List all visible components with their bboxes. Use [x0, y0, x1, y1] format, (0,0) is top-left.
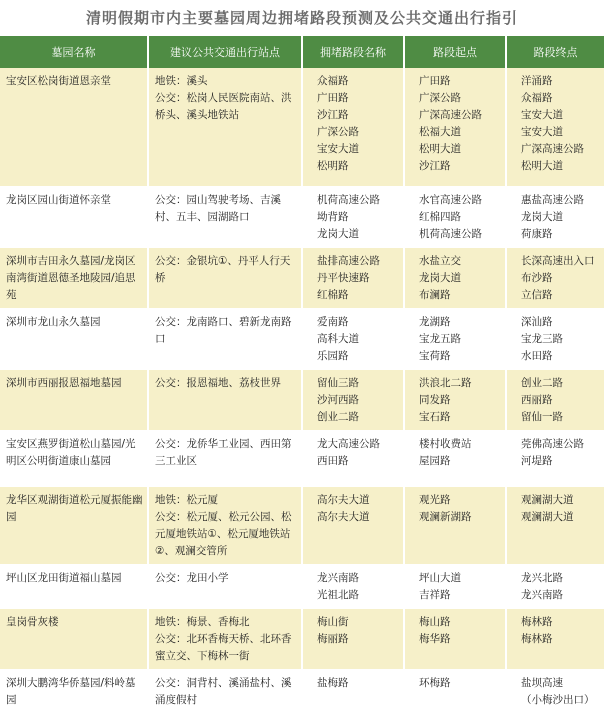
- road-start-cell: [404, 430, 506, 486]
- road-end: 盐坝高速: [521, 676, 563, 689]
- road-start: 梅华路: [419, 632, 451, 645]
- congested-road: 创业二路: [317, 410, 359, 423]
- road-end: 龙兴南路: [521, 588, 563, 601]
- congested-road: 广深公路: [317, 126, 359, 138]
- congested-road: 红棉路: [317, 288, 349, 301]
- road-start: 环梅路: [419, 676, 451, 689]
- cemetery-name-text: 龙华区观湖街道松元厦振能幽园: [6, 493, 143, 523]
- road-start: 楼村收费站: [419, 437, 472, 450]
- table-row: [0, 486, 604, 564]
- road-start-cell: [404, 669, 506, 721]
- road-start: 广深公路: [419, 92, 461, 104]
- cemetery-name: [0, 430, 148, 486]
- road-end: 观澜湖大道: [521, 493, 574, 506]
- congested-road: 留仙三路: [317, 376, 359, 389]
- road-end: 惠盐高速公路: [521, 193, 584, 206]
- congested-road: 坳背路: [317, 210, 349, 223]
- header-road-start: 路段起点: [404, 36, 506, 68]
- road-start: 机荷高速公路: [419, 227, 482, 240]
- transit-stops: [148, 308, 302, 369]
- road-start: 宝龙五路: [419, 332, 461, 345]
- congested-road: 沙河西路: [317, 393, 359, 406]
- cemetery-name-text: 龙岗区园山街道怀亲堂: [6, 193, 111, 206]
- congested-road: 松明路: [317, 160, 349, 172]
- congested-road-cell: [302, 669, 404, 721]
- table-row: [0, 186, 604, 247]
- congested-road: 龙岗大道: [317, 227, 359, 240]
- cemetery-name: [0, 68, 148, 186]
- road-end: 龙兴北路: [521, 571, 563, 584]
- road-start-cell: [404, 564, 506, 608]
- transit-stops: [148, 486, 302, 564]
- road-end: 西丽路: [521, 393, 553, 406]
- congested-road: 爱南路: [317, 315, 349, 328]
- congested-road: 广田路: [317, 92, 349, 104]
- road-start: 宝荷路: [419, 349, 451, 362]
- transit-stop-text: 公交：园山驾驶考场、吉溪村、五丰、园湖路口: [155, 193, 281, 223]
- cemetery-name-text: 宝安区松岗街道恩亲堂: [6, 75, 111, 87]
- road-start: 梅山路: [419, 615, 451, 628]
- transit-stop-text: 公交：龙田小学: [155, 571, 229, 584]
- road-start: 布澜路: [419, 288, 451, 301]
- road-end: 松明大道: [521, 160, 563, 172]
- road-end-cell: [506, 308, 604, 369]
- road-end-cell: [506, 564, 604, 608]
- road-end-cell: [506, 247, 604, 308]
- road-start-cell: [404, 68, 506, 186]
- transit-stop-text: 地铁：梅景、香梅北: [155, 615, 250, 628]
- road-end: 梅林路: [521, 632, 553, 645]
- transit-stop-text: 公交：北环香梅天桥、北环香蜜立交、下梅林一街: [155, 632, 292, 662]
- road-start-cell: [404, 608, 506, 669]
- road-start: 水盐立交: [419, 254, 461, 267]
- cemetery-name-text: 深圳大鹏湾华侨墓园/料岭墓园: [6, 676, 136, 706]
- congested-road-cell: [302, 430, 404, 486]
- transit-stops: [148, 430, 302, 486]
- congested-road: 高科大道: [317, 332, 359, 345]
- table-row: [0, 308, 604, 369]
- cemetery-name: [0, 186, 148, 247]
- cemetery-name-text: 宝安区燕罗街道松山墓园/光明区公明街道康山墓园: [6, 437, 136, 467]
- road-start: 广深高速公路: [419, 109, 482, 121]
- road-start: 沙江路: [419, 160, 451, 172]
- congested-road: 梅山街: [317, 615, 349, 628]
- road-end: 观澜湖大道: [521, 510, 574, 523]
- header-cemetery-name: 墓园名称: [0, 36, 148, 68]
- header-congested-road: 拥堵路段名称: [302, 36, 404, 68]
- table-row: [0, 247, 604, 308]
- road-start: 坪山大道: [419, 571, 461, 584]
- table-row: [0, 564, 604, 608]
- cemetery-name: [0, 486, 148, 564]
- road-end: 立信路: [521, 288, 553, 301]
- road-end: 留仙一路: [521, 410, 563, 423]
- cemetery-name-text: 坪山区龙田街道福山墓园: [6, 571, 122, 584]
- congested-road-cell: [302, 369, 404, 430]
- road-end: 创业二路: [521, 376, 563, 389]
- transit-stops: [148, 68, 302, 186]
- congested-road: 丹平快速路: [317, 271, 370, 284]
- road-start-cell: [404, 186, 506, 247]
- road-end: 广深高速公路: [521, 143, 584, 155]
- cemetery-traffic-table: [0, 36, 604, 722]
- road-start: 吉祥路: [419, 588, 451, 601]
- transit-stops: [148, 247, 302, 308]
- congested-road: 机荷高速公路: [317, 193, 380, 206]
- congested-road: 梅丽路: [317, 632, 349, 645]
- congested-road: 宝安大道: [317, 143, 359, 155]
- transit-stops: [148, 608, 302, 669]
- road-start: 观澜新湖路: [419, 510, 472, 523]
- transit-stop-text: 公交：松岗人民医院南站、洪桥头、溪头地铁站: [155, 92, 292, 121]
- cemetery-name-text: 深圳市西丽报恩福地墓园: [6, 376, 122, 389]
- cemetery-name-text: 皇岗骨灰楼: [6, 615, 59, 628]
- table-row: [0, 669, 604, 721]
- table-row: [0, 608, 604, 669]
- congested-road-cell: [302, 308, 404, 369]
- congested-road: 众福路: [317, 75, 349, 87]
- congested-road-cell: [302, 247, 404, 308]
- road-end: 龙岗大道: [521, 210, 563, 223]
- road-end: 众福路: [521, 92, 553, 104]
- road-start: 龙湖路: [419, 315, 451, 328]
- transit-stop-text: 地铁：溪头: [155, 75, 208, 87]
- road-end: 布沙路: [521, 271, 553, 284]
- congested-road: 盐排高速公路: [317, 254, 380, 267]
- transit-stops: [148, 669, 302, 721]
- congested-road: 高尔夫大道: [317, 493, 370, 506]
- road-start: 屋园路: [419, 454, 451, 467]
- transit-stop-text: 公交：金银坑①、丹平人行天桥: [155, 254, 291, 284]
- cemetery-name: [0, 308, 148, 369]
- congested-road-cell: [302, 186, 404, 247]
- road-start-cell: [404, 369, 506, 430]
- road-start-cell: [404, 308, 506, 369]
- congested-road-cell: [302, 608, 404, 669]
- header-road-end: 路段终点: [506, 36, 604, 68]
- road-start-cell: [404, 486, 506, 564]
- congested-road: 光祖北路: [317, 588, 359, 601]
- road-start: 龙岗大道: [419, 271, 461, 284]
- road-start: 红棉四路: [419, 210, 461, 223]
- road-end: （小梅沙出口）: [521, 693, 595, 706]
- table-header-row: [0, 36, 604, 68]
- cemetery-name: [0, 669, 148, 721]
- transit-stop-text: 地铁：松元厦: [155, 493, 218, 506]
- road-end-cell: [506, 68, 604, 186]
- congested-road-cell: [302, 68, 404, 186]
- transit-stop-text: 公交：龙侨华工业园、西田第三工业区: [155, 437, 292, 467]
- congested-road-cell: [302, 486, 404, 564]
- road-start: 广田路: [419, 75, 451, 87]
- cemetery-name-text: 深圳市龙山永久墓园: [6, 315, 101, 328]
- header-transit-stops: 建议公共交通出行站点: [148, 36, 302, 68]
- road-end-cell: [506, 430, 604, 486]
- congested-road: 龙兴南路: [317, 571, 359, 584]
- congested-road: 西田路: [317, 454, 349, 467]
- congested-road: 高尔夫大道: [317, 510, 370, 523]
- transit-stops: [148, 369, 302, 430]
- congested-road: 龙大高速公路: [317, 437, 380, 450]
- road-end-cell: [506, 608, 604, 669]
- road-end: 深汕路: [521, 315, 553, 328]
- congested-road: 乐园路: [317, 349, 349, 362]
- transit-stop-text: 公交：报恩福地、荔枝世界: [155, 376, 281, 389]
- road-end: 长深高速出入口: [521, 254, 595, 267]
- road-end-cell: [506, 369, 604, 430]
- road-end: 莞佛高速公路: [521, 437, 584, 450]
- transit-stops: [148, 186, 302, 247]
- road-end: 洋涌路: [521, 75, 553, 87]
- congested-road: 盐梅路: [317, 676, 349, 689]
- cemetery-name-text: 深圳市吉田永久墓园/龙岗区南湾街道恩德圣地陵园/追思苑: [6, 254, 136, 301]
- cemetery-name: [0, 247, 148, 308]
- cemetery-name: [0, 608, 148, 669]
- congested-road-cell: [302, 564, 404, 608]
- road-start: 同发路: [419, 393, 451, 406]
- table-row: [0, 68, 604, 186]
- road-end: 水田路: [521, 349, 553, 362]
- road-start: 水官高速公路: [419, 193, 482, 206]
- cemetery-name: [0, 369, 148, 430]
- road-end: 荷康路: [521, 227, 553, 240]
- road-start: 观光路: [419, 493, 451, 506]
- road-start: 宝石路: [419, 410, 451, 423]
- road-end: 宝安大道: [521, 109, 563, 121]
- table-row: [0, 430, 604, 486]
- road-end-cell: [506, 486, 604, 564]
- road-end: 河堤路: [521, 454, 553, 467]
- congested-road: 沙江路: [317, 109, 349, 121]
- road-start: 松明大道: [419, 143, 461, 155]
- cemetery-name: [0, 564, 148, 608]
- road-start: 松福大道: [419, 126, 461, 138]
- road-start-cell: [404, 247, 506, 308]
- road-end: 宝安大道: [521, 126, 563, 138]
- road-start: 洪浪北二路: [419, 376, 472, 389]
- road-end-cell: [506, 669, 604, 721]
- table-row: [0, 369, 604, 430]
- road-end: 宝龙三路: [521, 332, 563, 345]
- road-end: 梅林路: [521, 615, 553, 628]
- transit-stop-text: 公交：松元厦、松元公园、松元厦地铁站①、松元厦地铁站②、观澜交管所: [155, 510, 292, 557]
- transit-stops: [148, 564, 302, 608]
- page-title: 清明假期市内主要墓园周边拥堵路段预测及公共交通出行指引: [85, 9, 518, 27]
- transit-stop-text: 公交：洞背村、溪涌盐村、溪涌度假村: [155, 676, 292, 706]
- road-end-cell: [506, 186, 604, 247]
- transit-stop-text: 公交：龙南路口、碧新龙南路口: [155, 315, 292, 345]
